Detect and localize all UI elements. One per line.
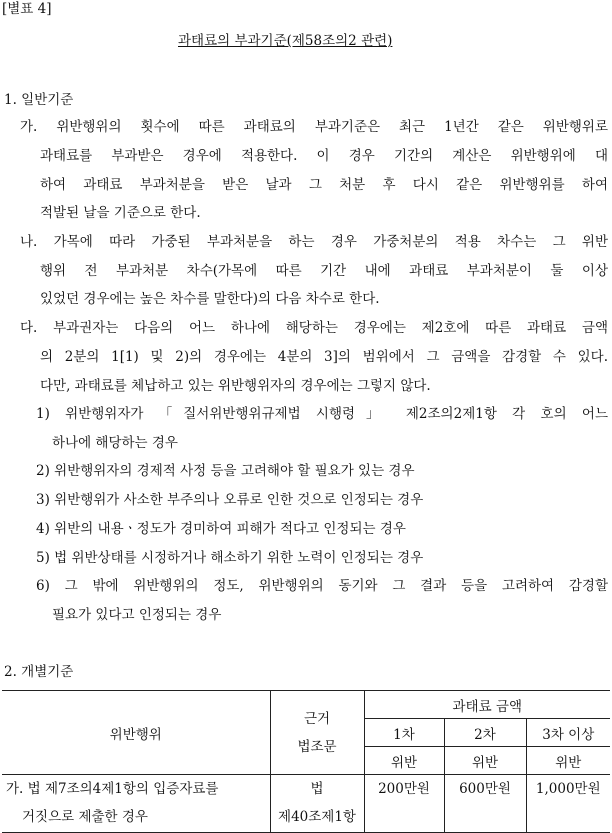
header-amount: 과태료 금액 — [364, 691, 610, 719]
item-6-line-2: 필요가 있다고 인정되는 경우 — [52, 607, 222, 623]
page-title: 과태료의 부과기준(제58조의2 관련) — [178, 33, 393, 49]
row-amount-3: 1,000만원 — [526, 775, 610, 833]
annex-label: [별표 4] — [2, 1, 52, 17]
na-line-2: 행위 전 부과처분 차수(가목에 따른 기간 내에 과태료 부과처분이 둘 이상 — [40, 263, 608, 279]
item-1-line-2: 하나에 해당하는 경우 — [52, 435, 178, 451]
row-amount-2: 600만원 — [444, 775, 526, 833]
row-basis: 법 제40조제1항 — [270, 775, 364, 833]
header-third-sub: 위반 — [526, 747, 610, 775]
da-line-1: 다. 부과권자는 다음의 어느 하나에 해당하는 경우에는 제2호에 따른 과태료 금액 — [20, 320, 608, 336]
header-first-sub: 위반 — [364, 747, 444, 775]
da-line-2: 의 2분의 1[1) 및 2)의 경우에는 4분의 3]의 범위에서 그 금액을 감경할 수 있다. — [40, 349, 608, 365]
header-second: 2차 — [444, 719, 526, 747]
na-line-1: 나. 가목에 따라 가중된 부과처분을 하는 경우 가중처분의 적용 차수는 그 위반 — [20, 234, 608, 250]
row-violation: 가. 법 제7조의4제1항의 입증자료를 거짓으로 제출한 경우 — [2, 775, 270, 833]
item-5: 5) 법 위반상태를 시정하거나 해소하기 위한 노력이 인정되는 경우 — [36, 550, 424, 566]
item-4: 4) 위반의 내용ㆍ정도가 경미하여 피해가 적다고 인정되는 경우 — [36, 521, 406, 537]
ga-line-1: 가. 위반행위의 횟수에 따른 과태료의 부과기준은 최근 1년간 같은 위반행위로 — [20, 119, 608, 135]
na-line-3: 있었던 경우에는 높은 차수를 말한다)의 다음 차수로 한다. — [40, 291, 380, 307]
item-2: 2) 위반행위자의 경제적 사정 등을 고려해야 할 필요가 있는 경우 — [36, 463, 415, 479]
header-second-sub: 위반 — [444, 747, 526, 775]
header-first: 1차 — [364, 719, 444, 747]
header-basis: 근거 법조문 — [270, 691, 364, 775]
item-3: 3) 위반행위가 사소한 부주의나 오류로 인한 것으로 인정되는 경우 — [36, 492, 424, 508]
item-1-line-1: 1) 위반행위자가 「질서위반행위규제법 시행령」 제2조의2제1항 각 호의 어느 — [36, 406, 608, 422]
da-line-3: 다만, 과태료를 체납하고 있는 위반행위자의 경우에는 그렇지 않다. — [40, 378, 431, 394]
header-third: 3차 이상 — [526, 719, 610, 747]
table-row — [2, 775, 610, 833]
ga-line-3: 하여 과태료 부과처분을 받은 날과 그 처분 후 다시 같은 위반행위를 하여 — [40, 177, 608, 193]
section2-heading: 2. 개별기준 — [4, 664, 74, 680]
penalty-table — [2, 690, 610, 833]
ga-line-4: 적발된 날을 기준으로 한다. — [40, 205, 201, 221]
header-violation: 위반행위 — [2, 691, 270, 775]
row-amount-1: 200만원 — [364, 775, 444, 833]
ga-line-2: 과태료를 부과받은 경우에 적용한다. 이 경우 기간의 계산은 위반행위에 대 — [40, 148, 608, 164]
item-6-line-1: 6) 그 밖에 위반행위의 정도, 위반행위의 동기와 그 결과 등을 고려하여 감경할 — [36, 578, 608, 594]
section1-heading: 1. 일반기준 — [4, 92, 74, 108]
